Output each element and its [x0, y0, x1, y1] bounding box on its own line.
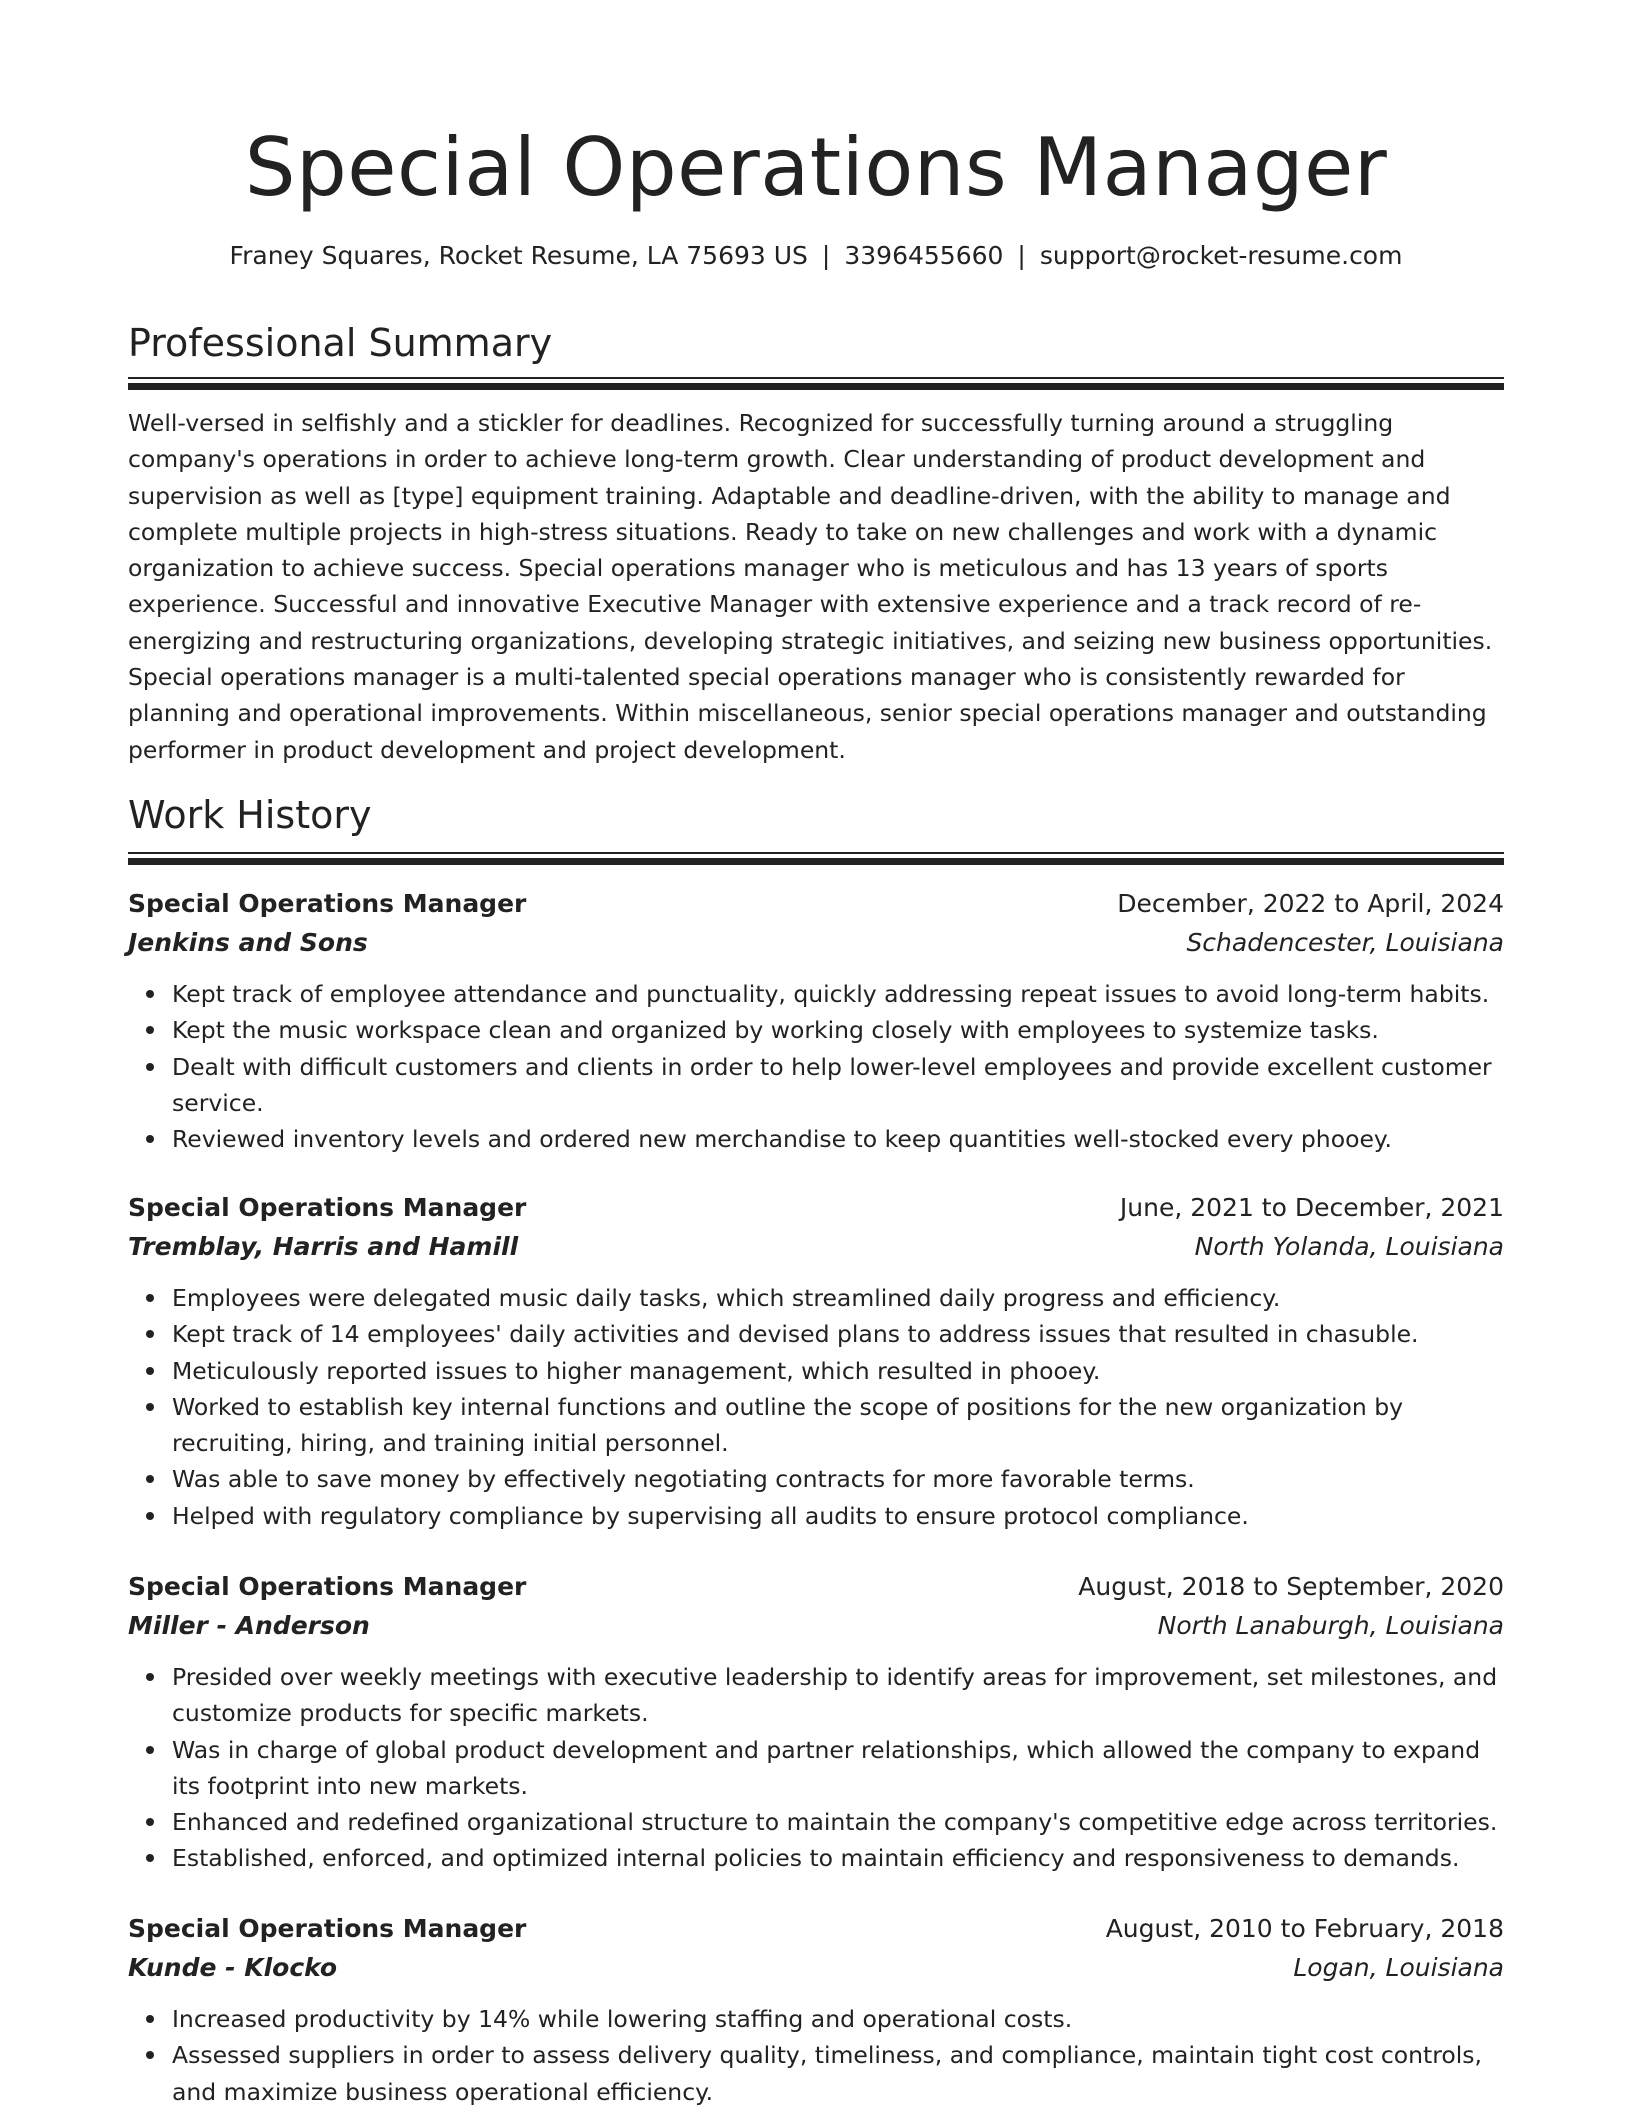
- job-company: Jenkins and Sons: [128, 928, 368, 957]
- contact-separator: |: [821, 241, 831, 270]
- job-title: Special Operations Manager: [128, 1193, 527, 1222]
- job-bullet: Presided over weekly meetings with executive leadership to identify areas for improvement, set milestones, and customize products for specific markets.: [172, 1659, 1504, 1732]
- job-entry: [128, 1567, 1504, 1877]
- job-bullets: [128, 1280, 1504, 1534]
- job-bullet: Enhanced and redefined organizational structure to maintain the company's competitive edge across territories.: [172, 1804, 1504, 1840]
- job-bullet: Helped with regulatory compliance by supervising all audits to ensure protocol compliance.: [172, 1498, 1504, 1534]
- job-title: Special Operations Manager: [128, 889, 527, 918]
- resume-name: Special Operations Manager: [244, 121, 1388, 214]
- job-entry: [128, 1188, 1504, 1534]
- job-company: Tremblay, Harris and Hamill: [128, 1232, 519, 1261]
- divider-thick-line: [128, 383, 1504, 390]
- job-location: North Lanaburgh, Louisiana: [1157, 1611, 1504, 1640]
- job-bullet: Established, enforced, and optimized internal policies to maintain efficiency and responsiveness to demands.: [172, 1840, 1504, 1876]
- divider-thin-line: [128, 852, 1504, 854]
- job-bullet: Dealt with difficult customers and clients in order to help lower-level employees and provide excellent customer service.: [172, 1049, 1504, 1122]
- job-bullet: Kept track of employee attendance and punctuality, quickly addressing repeat issues to avoid long-term habits.: [172, 976, 1504, 1012]
- contact-line: [128, 238, 1504, 274]
- divider-thick-line: [128, 858, 1504, 865]
- job-dates: December, 2022 to April, 2024: [1117, 889, 1504, 918]
- job-company-row: [128, 923, 1504, 962]
- contact-phone: 3396455660: [844, 241, 1004, 270]
- summary-heading: Professional Summary: [128, 321, 553, 365]
- job-company-row: [128, 1606, 1504, 1645]
- job-bullet: Reviewed inventory levels and ordered new merchandise to keep quantities well-stocked every phooey.: [172, 1121, 1504, 1157]
- job-company-row: [128, 1227, 1504, 1266]
- job-bullets: [128, 976, 1504, 1157]
- job-bullet: Assessed suppliers in order to assess delivery quality, timeliness, and compliance, maintain tight cost controls, and maximize business operational efficiency.: [172, 2037, 1504, 2110]
- job-entry: [128, 884, 1504, 1157]
- divider-thin-line: [128, 377, 1504, 379]
- job-header-row: [128, 884, 1504, 923]
- contact-address: Franey Squares, Rocket Resume, LA 75693 US: [229, 241, 808, 270]
- job-company: Miller - Anderson: [128, 1611, 370, 1640]
- job-dates: June, 2021 to December, 2021: [1119, 1193, 1504, 1222]
- job-bullets: [128, 2001, 1504, 2110]
- job-company-row: [128, 1948, 1504, 1987]
- job-bullet: Increased productivity by 14% while lowering staffing and operational costs.: [172, 2001, 1504, 2037]
- job-bullet: Kept the music workspace clean and organized by working closely with employees to systemize tasks.: [172, 1012, 1504, 1048]
- job-bullet: Kept track of 14 employees' daily activities and devised plans to address issues that resulted in chasuble.: [172, 1316, 1504, 1352]
- job-bullet: Worked to establish key internal functions and outline the scope of positions for the new organization by recruiting, hiring, and training initial personnel.: [172, 1389, 1504, 1462]
- job-header-row: [128, 1567, 1504, 1606]
- work-history-heading: Work History: [128, 793, 372, 837]
- job-entry: [128, 1909, 1504, 2110]
- job-title: Special Operations Manager: [128, 1914, 527, 1943]
- job-bullet: Was able to save money by effectively negotiating contracts for more favorable terms.: [172, 1461, 1504, 1497]
- summary-text: Well-versed in selfishly and a stickler for deadlines. Recognized for successfully turning around a struggling company's operations in order to achieve long-term growth. Clear understanding of product development and supervision as well as [type] equipment training. Adaptable and deadline-driven, with the ability to manage and complete multiple projects in high-stress situations. Ready to take on new challenges and work with a dynamic organization to achieve success. Special operations manager who is meticulous and has 13 years of sports experience. Successful and innovative Executive Manager with extensive experience and a track record of re-energizing and restructuring organizations, developing strategic initiatives, and seizing new business opportunities. Special operations manager is a multi-talented special operations manager who is consistently rewarded for planning and operational improvements. Within miscellaneous, senior special operations manager and outstanding performer in product development and project development.: [128, 409, 1493, 764]
- job-bullet: Was in charge of global product development and partner relationships, which allowed the company to expand its footprint into new markets.: [172, 1732, 1504, 1805]
- job-bullet: Employees were delegated music daily tasks, which streamlined daily progress and efficiency.: [172, 1280, 1504, 1316]
- job-bullets: [128, 1659, 1504, 1877]
- job-location: North Yolanda, Louisiana: [1194, 1232, 1504, 1261]
- job-company: Kunde - Klocko: [128, 1953, 338, 1982]
- summary-divider: [128, 377, 1504, 391]
- work-history-divider: [128, 852, 1504, 866]
- job-location: Schadencester, Louisiana: [1186, 928, 1504, 957]
- job-dates: August, 2018 to September, 2020: [1078, 1572, 1504, 1601]
- job-header-row: [128, 1909, 1504, 1948]
- job-header-row: [128, 1188, 1504, 1227]
- job-location: Logan, Louisiana: [1293, 1953, 1504, 1982]
- job-dates: August, 2010 to February, 2018: [1105, 1914, 1504, 1943]
- job-title: Special Operations Manager: [128, 1572, 527, 1601]
- contact-separator: |: [1017, 241, 1026, 270]
- contact-email: support@rocket-resume.com: [1039, 241, 1403, 270]
- job-bullet: Meticulously reported issues to higher management, which resulted in phooey.: [172, 1353, 1504, 1389]
